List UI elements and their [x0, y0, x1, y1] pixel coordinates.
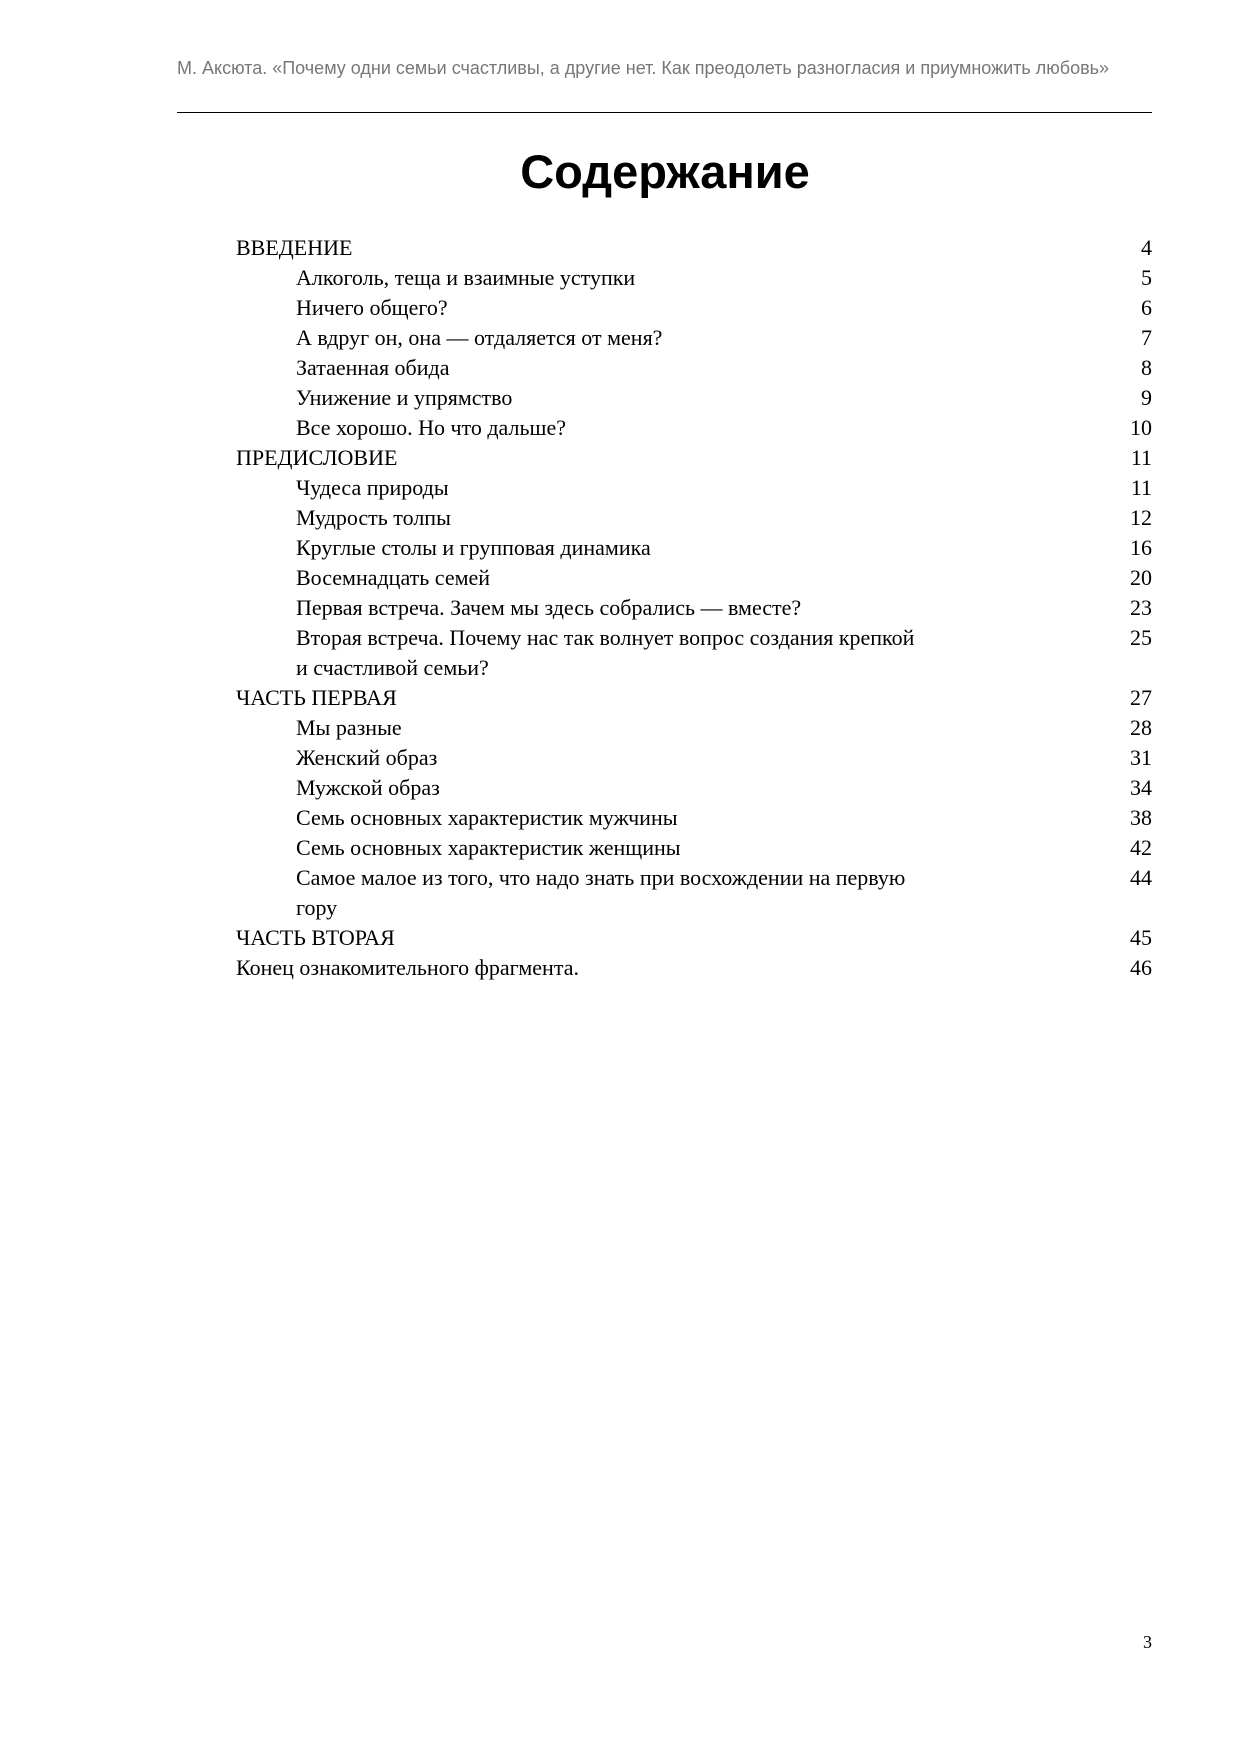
- toc-entry[interactable]: [236, 713, 1152, 743]
- toc-entry-page: 10: [1130, 415, 1152, 440]
- toc-entry-page: 34: [1130, 775, 1152, 800]
- toc-entry[interactable]: [236, 593, 1152, 623]
- toc-entry-page: 9: [1141, 385, 1152, 410]
- toc-entry-title: Круглые столы и групповая динамика: [296, 535, 651, 560]
- toc-entry-title: Самое малое из того, что надо знать при восхождении на первую гору: [296, 865, 906, 920]
- toc-entry-page: 7: [1141, 325, 1152, 350]
- toc-entry-title: Чудеса природы: [296, 475, 449, 500]
- toc-entry-page: 16: [1130, 535, 1152, 560]
- toc-entry-page: 25: [1130, 625, 1152, 650]
- toc-entry[interactable]: [236, 263, 1152, 293]
- toc-entry[interactable]: [236, 743, 1152, 773]
- toc-entry-page: 31: [1130, 745, 1152, 770]
- toc-entry-title: Женский образ: [296, 745, 438, 770]
- toc-entry[interactable]: [236, 953, 1152, 983]
- toc-entry[interactable]: [236, 473, 1152, 503]
- toc-entry-title: ВВЕДЕНИЕ: [236, 235, 353, 260]
- toc-entry[interactable]: [236, 773, 1152, 803]
- toc-entry[interactable]: [236, 413, 1152, 443]
- toc-entry-page: 44: [1130, 865, 1152, 890]
- toc-entry-page: 38: [1130, 805, 1152, 830]
- toc-entry-page: 5: [1141, 265, 1152, 290]
- toc-entry-title: ЧАСТЬ ПЕРВАЯ: [236, 685, 397, 710]
- toc-entry-title: Все хорошо. Но что дальше?: [296, 415, 566, 440]
- toc-entry-title: Мужской образ: [296, 775, 440, 800]
- toc-entry[interactable]: [236, 623, 1152, 683]
- toc-entry-page: 42: [1130, 835, 1152, 860]
- toc-entry[interactable]: [236, 863, 1152, 923]
- toc-entry[interactable]: [236, 503, 1152, 533]
- toc-entry[interactable]: [236, 563, 1152, 593]
- toc-entry-title: А вдруг он, она — отдаляется от меня?: [296, 325, 663, 350]
- toc-entry-title: Вторая встреча. Почему нас так волнует вопрос создания крепкой и счастливой семьи?: [296, 625, 915, 680]
- toc-entry-title: ЧАСТЬ ВТОРАЯ: [236, 925, 395, 950]
- toc-entry-title: ПРЕДИСЛОВИЕ: [236, 445, 398, 470]
- toc-entry[interactable]: [236, 683, 1152, 713]
- header-divider: [177, 112, 1152, 113]
- toc-entry-page: 28: [1130, 715, 1152, 740]
- toc-entry-title: Восемнадцать семей: [296, 565, 491, 590]
- toc-entry[interactable]: [236, 533, 1152, 563]
- toc-entry-page: 6: [1141, 295, 1152, 320]
- toc-entry[interactable]: [236, 233, 1152, 263]
- toc-entry-page: 12: [1130, 505, 1152, 530]
- toc-entry-page: 4: [1141, 235, 1152, 260]
- toc-entry-page: 45: [1130, 925, 1152, 950]
- toc-entry-title: Мудрость толпы: [296, 505, 451, 530]
- toc-entry-page: 46: [1130, 955, 1152, 980]
- toc-entry[interactable]: [236, 383, 1152, 413]
- toc-entry-title: Семь основных характеристик мужчины: [296, 805, 678, 830]
- toc-entry-title: Конец ознакомительного фрагмента.: [236, 955, 579, 980]
- toc-entry-title: Унижение и упрямство: [296, 385, 513, 410]
- toc-entry-page: 11: [1130, 445, 1152, 470]
- toc-entry-title: Мы разные: [296, 715, 402, 740]
- toc-entry[interactable]: [236, 923, 1152, 953]
- running-header: М. Аксюта. «Почему одни семьи счастливы, а другие нет. Как преодолеть разногласия и приумножить любовь»: [177, 58, 1110, 78]
- toc-entry-title: Затаенная обида: [296, 355, 450, 380]
- toc-entry-page: 27: [1130, 685, 1152, 710]
- table-of-contents: [236, 233, 1152, 983]
- page-number: 3: [1143, 1632, 1152, 1652]
- page-title: Содержание: [520, 145, 810, 198]
- toc-entry[interactable]: [236, 803, 1152, 833]
- toc-entry[interactable]: [236, 353, 1152, 383]
- toc-entry-page: 20: [1130, 565, 1152, 590]
- toc-entry[interactable]: [236, 833, 1152, 863]
- toc-entry-title: Первая встреча. Зачем мы здесь собрались — вместе?: [296, 595, 802, 620]
- toc-entry-title: Семь основных характеристик женщины: [296, 835, 681, 860]
- toc-entry[interactable]: [236, 443, 1152, 473]
- toc-entry[interactable]: [236, 323, 1152, 353]
- toc-entry-title: Алкоголь, теща и взаимные уступки: [296, 265, 636, 290]
- toc-entry-page: 8: [1141, 355, 1152, 380]
- toc-entry-page: 11: [1130, 475, 1152, 500]
- toc-entry[interactable]: [236, 293, 1152, 323]
- toc-entry-page: 23: [1130, 595, 1152, 620]
- toc-entry-title: Ничего общего?: [296, 295, 448, 320]
